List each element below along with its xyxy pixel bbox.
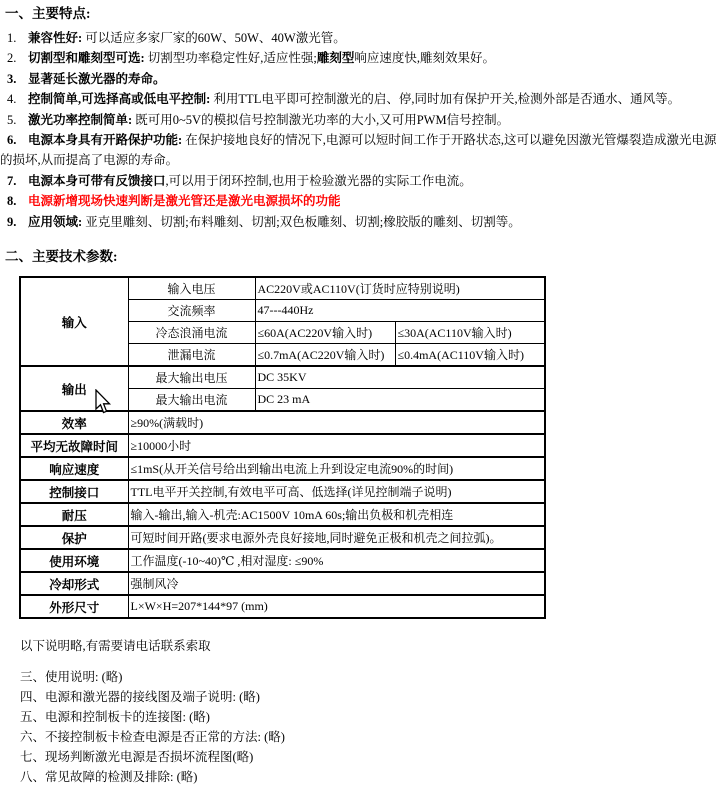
feature-text: 既可用0~5V的模拟信号控制激光功率的大小,又可用PWM信号控制。 [132,112,510,127]
feature-text: 应用领域: [28,214,83,229]
table-row [20,366,545,389]
table-cell: DC 23 mA [255,389,545,412]
feature-number: 7. [7,173,17,188]
table-row [20,526,545,549]
feature-number: 1. [7,31,17,45]
table-cell: 保护 [20,526,128,549]
feature-text: 利用TTL电平即可控制激光的启、停,同时加有保护开关,检测外部是否通水、通风等。 [210,92,681,107]
feature-text: 激光功率控制简单: [28,112,133,127]
feature-number: 6. [7,133,17,148]
table-row [20,457,545,480]
table-cell: 冷态浪涌电流 [128,322,255,344]
specs-table-body [20,277,545,618]
feature-text: 亚克里雕刻、切割;布料雕刻、切割;双色板雕刻、切割;橡胶版的雕刻、切割等。 [82,214,521,229]
feature-text: 电源新增现场快速判断是激光管还是激光电源损坏的功能 [28,194,341,209]
feature-text: 电源本身具有开路保护功能: [28,133,183,148]
section-item-3: 三、使用说明: (略) [20,670,123,685]
feature-item-5 [0,110,717,130]
table-cell: ≤0.4mA(AC110V输入时) [395,344,545,367]
table-cell: 使用环境 [20,549,128,572]
section-item-7: 七、现场判断激光电源是否损坏流程图(略) [20,749,254,764]
table-cell: ≥10000小时 [128,434,545,457]
feature-text: 响应速度快,雕刻效果好。 [354,51,496,66]
table-cell: 输入电压 [128,277,255,300]
table-row [20,277,545,300]
table-cell: 响应速度 [20,457,128,480]
feature-text: 雕刻型 [316,51,355,66]
feature-text: 在保护接地良好的情况下,电源可以短时间工作于开路状态,这可以避免因激光管爆裂造成激光电源的损坏,从而提高了电源的寿命。 [0,133,717,168]
feature-text: 兼容性好: [28,31,83,45]
table-cell: 47---440Hz [255,300,545,322]
table-row [20,503,545,526]
table-row [20,434,545,457]
features-list [0,28,717,232]
table-cell: L×W×H=207*144*97 (mm) [128,595,545,618]
table-row [20,572,545,595]
feature-text: 显著延长激光器的寿命。 [28,71,166,86]
table-cell: ≤30A(AC110V输入时) [395,322,545,344]
feature-number: 2. [7,51,17,66]
section1-title: 一、主要特点: [5,6,91,21]
table-cell: AC220V或AC110V(订货时应特别说明) [255,277,545,300]
table-row [20,411,545,434]
table-cell: 可短时间开路(要求电源外壳良好接地,同时避免正极和机壳之间拉弧)。 [128,526,545,549]
table-cell: 输出 [20,366,128,411]
table-cell: 输入 [20,277,128,366]
bottom-sections [20,668,717,787]
table-cell: 效率 [20,411,128,434]
table-cell: 最大输出电流 [128,389,255,412]
feature-text: 切割型功率稳定性好,适应性强; [144,51,317,66]
table-row [20,595,545,618]
feature-item-9 [0,212,717,232]
specs-table [19,276,546,619]
feature-text: 电源本身可带有反馈接口 [28,173,166,188]
table-cell: 泄漏电流 [128,344,255,367]
note-line: 以下说明略,有需要请电话联系索取 [20,639,211,654]
section-item-5: 五、电源和控制板卡的连接图: (略) [20,709,210,724]
table-cell: 最大输出电压 [128,366,255,389]
table-cell: 工作温度(-10~40)℃ ,相对湿度: ≤90% [128,549,545,572]
feature-text: 控制简单,可选择高或低电平控制: [28,92,211,107]
feature-item-2 [0,48,717,68]
feature-number: 5. [7,112,17,127]
feature-item-3 [0,69,717,89]
table-cell: 交流频率 [128,300,255,322]
feature-item-4 [0,89,717,109]
table-cell: 输入-输出,输入-机壳:AC1500V 10mA 60s;输出负极和机壳相连 [128,503,545,526]
feature-item-6 [0,130,717,171]
table-cell: ≤1mS(从开关信号给出到输出电流上升到设定电流90%的时间) [128,457,545,480]
section-item-6: 六、不接控制板卡检查电源是否正常的方法: (略) [20,729,285,744]
table-cell: DC 35KV [255,366,545,389]
section2-title: 二、主要技术参数: [5,249,118,265]
table-cell: ≥90%(满载时) [128,411,545,434]
feature-number: 8. [7,194,17,209]
feature-number: 9. [7,214,17,229]
feature-item-7 [0,171,717,191]
table-cell: TTL电平开关控制,有效电平可高、低选择(详见控制端子说明) [128,480,545,503]
feature-number: 3. [7,71,17,86]
table-cell: 平均无故障时间 [20,434,128,457]
table-row [20,480,545,503]
table-cell: 冷却形式 [20,572,128,595]
feature-item-8 [0,191,717,211]
section-item-4: 四、电源和激光器的接线图及端子说明: (略) [20,689,260,704]
table-cell: 强制风冷 [128,572,545,595]
table-cell: 控制接口 [20,480,128,503]
table-cell: ≤60A(AC220V输入时) [255,322,395,344]
table-cell: 外形尺寸 [20,595,128,618]
feature-text: 可以适应多家厂家的60W、50W、40W激光管。 [82,31,346,45]
table-row [20,549,545,572]
feature-text: 切割型和雕刻型可选: [28,51,145,66]
table-cell: ≤0.7mA(AC220V输入时) [255,344,395,367]
feature-text: ,可以用于闭环控制,也用于检验激光器的实际工作电流。 [165,173,472,188]
feature-item-1 [0,28,717,48]
section-item-8: 八、常见故障的检测及排除: (略) [20,769,198,784]
feature-number: 4. [7,92,17,107]
table-cell: 耐压 [20,503,128,526]
